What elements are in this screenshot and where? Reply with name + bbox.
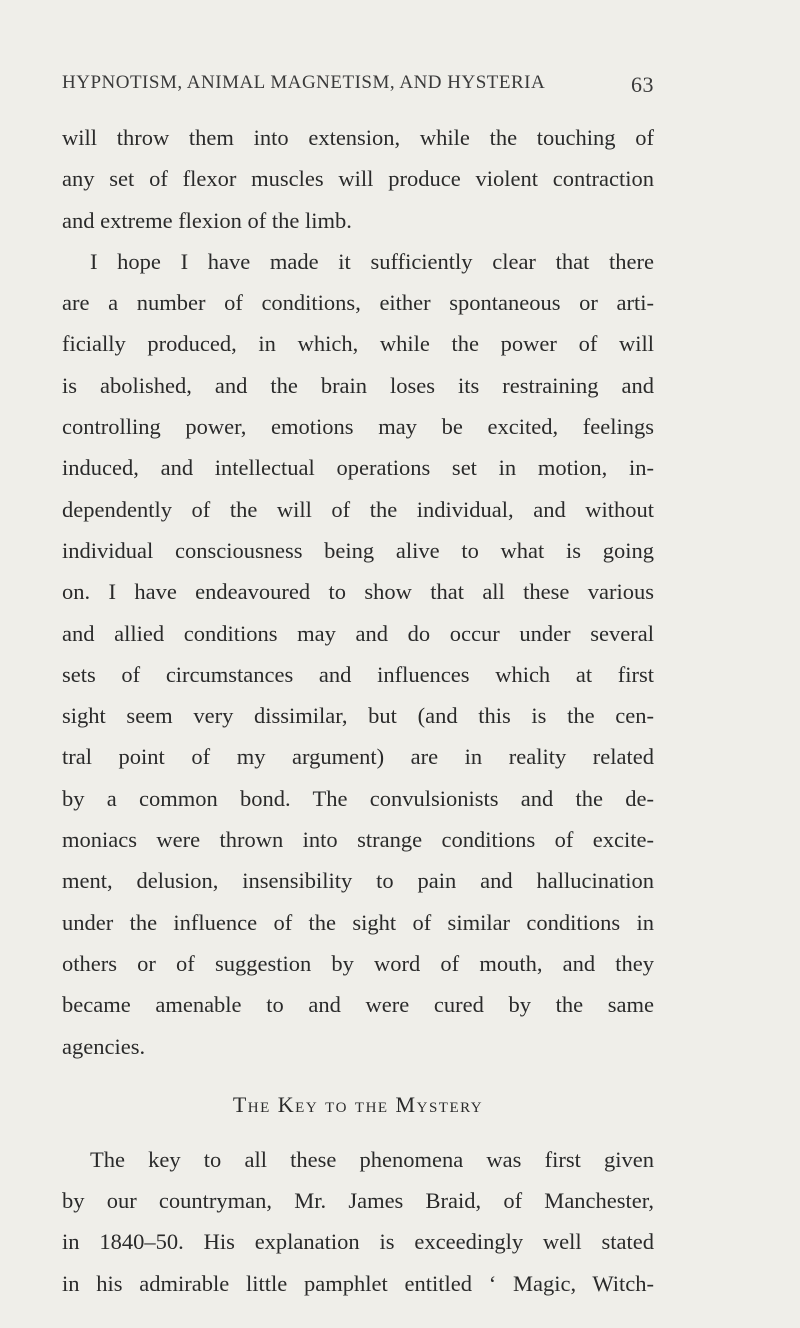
text-line: The key to all these phenomena was first given [90, 1146, 654, 1172]
text-line: dependently of the will of the individual, and without [62, 496, 654, 522]
text-line: any set of flexor muscles will produce violent contraction [62, 166, 654, 192]
body-text [62, 117, 654, 1304]
text-line: individual consciousness being alive to what is going [62, 537, 654, 563]
text-line: ment, delusion, insensibility to pain and hallucination [62, 868, 654, 894]
text-line: others or of suggestion by word of mouth, and they [62, 950, 654, 976]
text-line: ficially produced, in which, while the power of will [62, 331, 654, 357]
text-line: moniacs were thrown into strange conditions of excite- [62, 827, 654, 853]
text-line: by our countryman, Mr. James Braid, of Manchester, [62, 1188, 654, 1214]
text-line: controlling power, emotions may be excited, feelings [62, 414, 654, 440]
running-title: HYPNOTISM, ANIMAL MAGNETISM, AND HYSTERIA [62, 72, 546, 93]
text-line: and allied conditions may and do occur under several [62, 620, 654, 646]
text-line: agencies. [62, 1033, 146, 1059]
text-line: I hope I have made it sufficiently clear that there [90, 248, 654, 274]
text-line: and extreme flexion of the limb. [62, 207, 352, 233]
text-line: is abolished, and the brain loses its restraining and [62, 372, 654, 398]
text-line: on. I have endeavoured to show that all these various [62, 579, 654, 605]
text-line: tral point of my argument) are in reality related [62, 744, 654, 770]
text-line: sight seem very dissimilar, but (and this is the cen- [62, 703, 654, 729]
text-line: induced, and intellectual operations set in motion, in- [62, 455, 654, 481]
text-line: became amenable to and were cured by the same [62, 992, 654, 1018]
page-number: 63 [631, 72, 654, 97]
running-head [62, 72, 654, 102]
text-line: will throw them into extension, while the touching of [62, 125, 654, 150]
text-line: in his admirable little pamphlet entitled ‘ Magic, Witch- [62, 1270, 654, 1296]
section-heading: The Key to the Mystery [232, 1091, 484, 1117]
text-line: under the influence of the sight of similar conditions in [62, 909, 654, 935]
text-line: are a number of conditions, either spontaneous or arti- [62, 290, 654, 316]
text-line: sets of circumstances and influences which at first [62, 661, 654, 687]
text-line: by a common bond. The convulsionists and the de- [62, 785, 654, 811]
text-line: in 1840–50. His explanation is exceedingly well stated [62, 1229, 654, 1255]
